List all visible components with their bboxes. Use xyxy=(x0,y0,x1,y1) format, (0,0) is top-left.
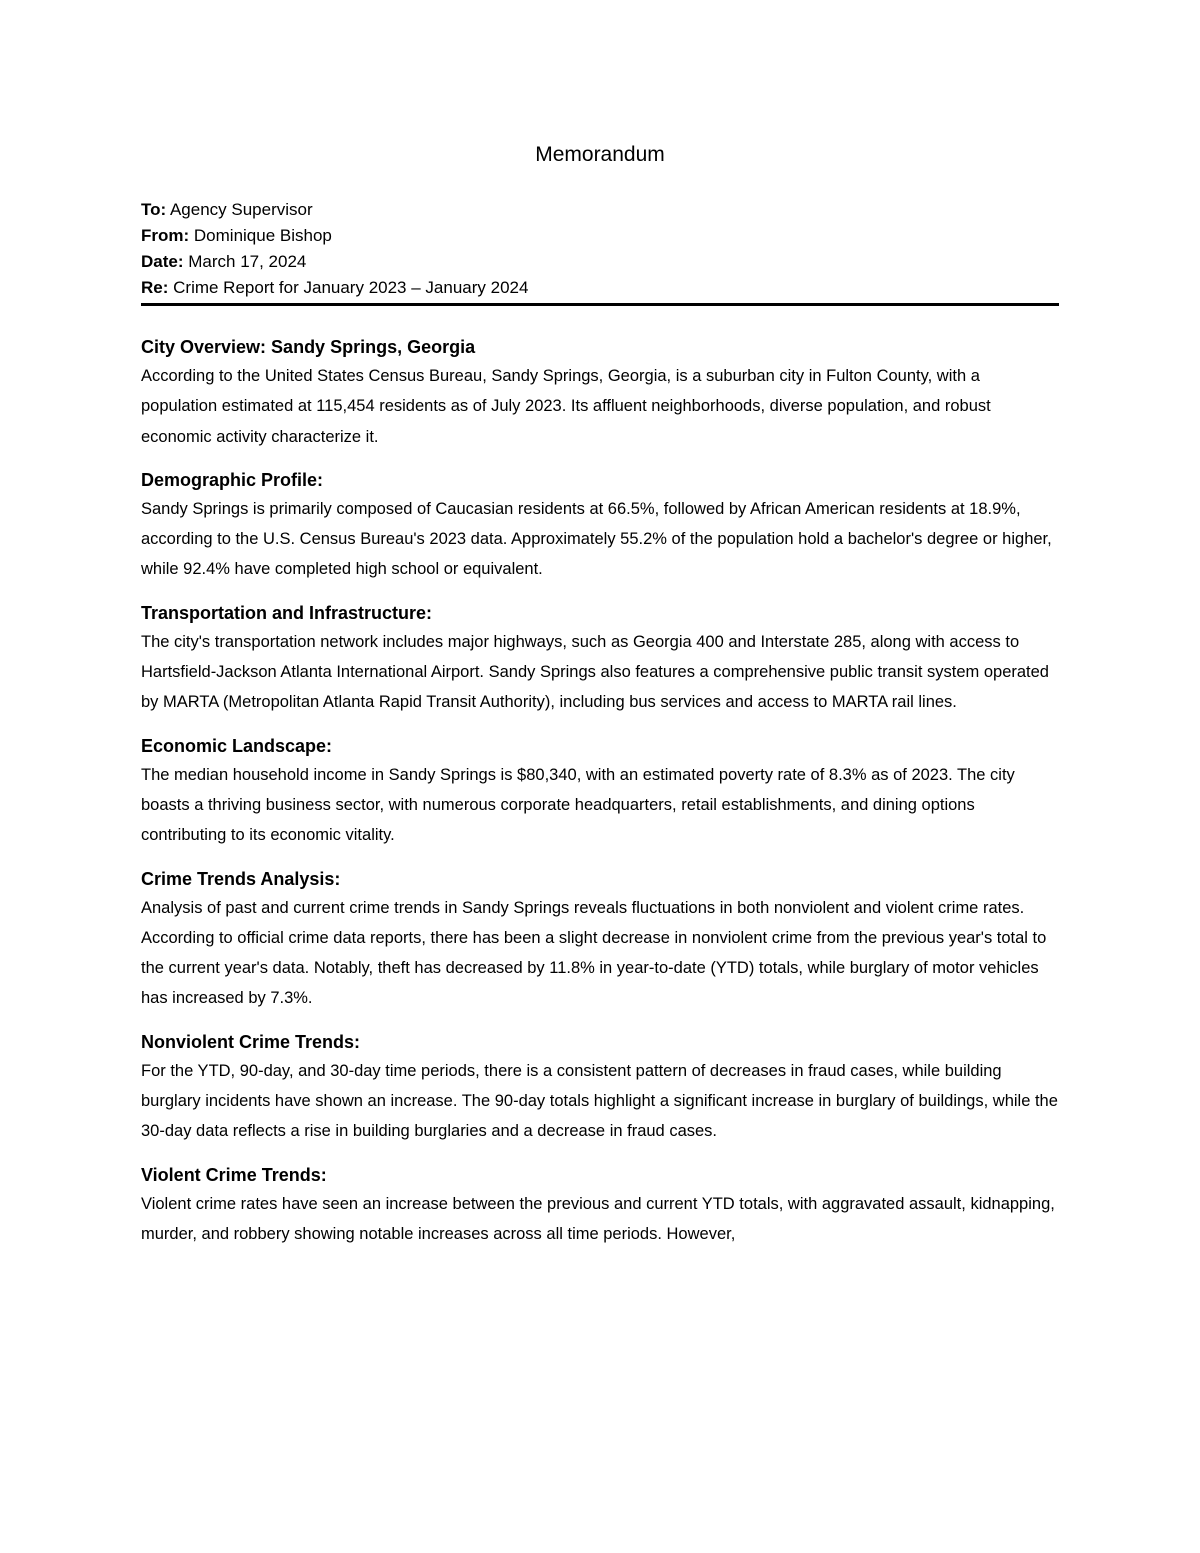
section-text: According to the United States Census Bureau, Sandy Springs, Georgia, is a suburban city in Fulton County, with a population estimated at 115,454 residents as of July 2023. Its affluent neighborhoods, diverse population, and robust economic activity characterize it. xyxy=(141,367,991,446)
section-violent-crime-trends xyxy=(141,1161,1059,1250)
section-crime-trends-analysis xyxy=(141,865,1059,1014)
section-demographic-profile xyxy=(141,466,1059,585)
date-label: Date: xyxy=(141,252,184,271)
section-heading: Economic Landscape: xyxy=(141,735,333,756)
section-heading: Crime Trends Analysis: xyxy=(141,868,341,889)
section-heading: City Overview: Sandy Springs, Georgia xyxy=(141,337,476,357)
memo-header xyxy=(141,197,1059,301)
section-heading: Violent Crime Trends: xyxy=(141,1164,327,1185)
memo-body xyxy=(141,333,1059,1263)
section-nonviolent-crime-trends xyxy=(141,1028,1059,1147)
from-line xyxy=(141,223,1059,249)
section-text: Violent crime rates have seen an increase between the previous and current YTD totals, with aggravated assault, kidnapping, murder, and robbery showing notable increases across all time periods. However, xyxy=(141,1194,1055,1243)
re-label: Re: xyxy=(141,278,169,297)
section-heading: Demographic Profile: xyxy=(141,469,324,490)
section-heading: Nonviolent Crime Trends: xyxy=(141,1031,361,1052)
section-transportation xyxy=(141,599,1059,718)
re-value: Crime Report for January 2023 – January 2024 xyxy=(168,278,529,297)
date-line xyxy=(141,249,1059,275)
section-text: The median household income in Sandy Springs is $80,340, with an estimated poverty rate of 8.3% as of 2023. The city boasts a thriving business sector, with numerous corporate headquarters, retail establishments, and dining options contributing to its economic vitality. xyxy=(141,765,1015,845)
to-value: Agency Supervisor xyxy=(166,200,313,219)
section-text: The city's transportation network includes major highways, such as Georgia 400 and Interstate 285, along with access to Hartsfield-Jackson Atlanta International Airport. Sandy Springs also features a comprehensive public transit system operated by MARTA (Metropolitan Atlanta Rapid Transit Authority), including bus services and access to MARTA rail lines. xyxy=(141,632,1049,712)
section-text: Analysis of past and current crime trends in Sandy Springs reveals fluctuations in both nonviolent and violent crime rates. According to official crime data reports, there has been a slight decrease in nonviolent crime from the previous year's total to the current year's data. Notably, theft has decreased by 11.8% in year-to-date (YTD) totals, while burglary of motor vehicles has increased by 7.3%. xyxy=(141,898,1047,1008)
section-city-overview xyxy=(141,333,1059,452)
section-text: For the YTD, 90-day, and 30-day time periods, there is a consistent pattern of decreases in fraud cases, while building burglary incidents have shown an increase. The 90-day totals highlight a significant increase in burglary of buildings, while the 30-day data reflects a rise in building burglaries and a decrease in fraud cases. xyxy=(141,1061,1058,1141)
from-label: From: xyxy=(141,226,190,245)
from-value: Dominique Bishop xyxy=(189,226,332,245)
section-heading: Transportation and Infrastructure: xyxy=(141,602,433,623)
header-divider xyxy=(141,303,1059,306)
to-label: To: xyxy=(141,200,167,219)
section-text: Sandy Springs is primarily composed of Caucasian residents at 66.5%, followed by African American residents at 18.9%, according to the U.S. Census Bureau's 2023 data. Approximately 55.2% of the population hold a bachelor's degree or higher, while 92.4% have completed high school or equivalent. xyxy=(141,499,1052,579)
memo-title: Memorandum xyxy=(535,143,665,166)
date-value: March 17, 2024 xyxy=(183,252,307,271)
to-line xyxy=(141,197,1059,223)
section-economic-landscape xyxy=(141,732,1059,851)
re-line xyxy=(141,275,1059,301)
